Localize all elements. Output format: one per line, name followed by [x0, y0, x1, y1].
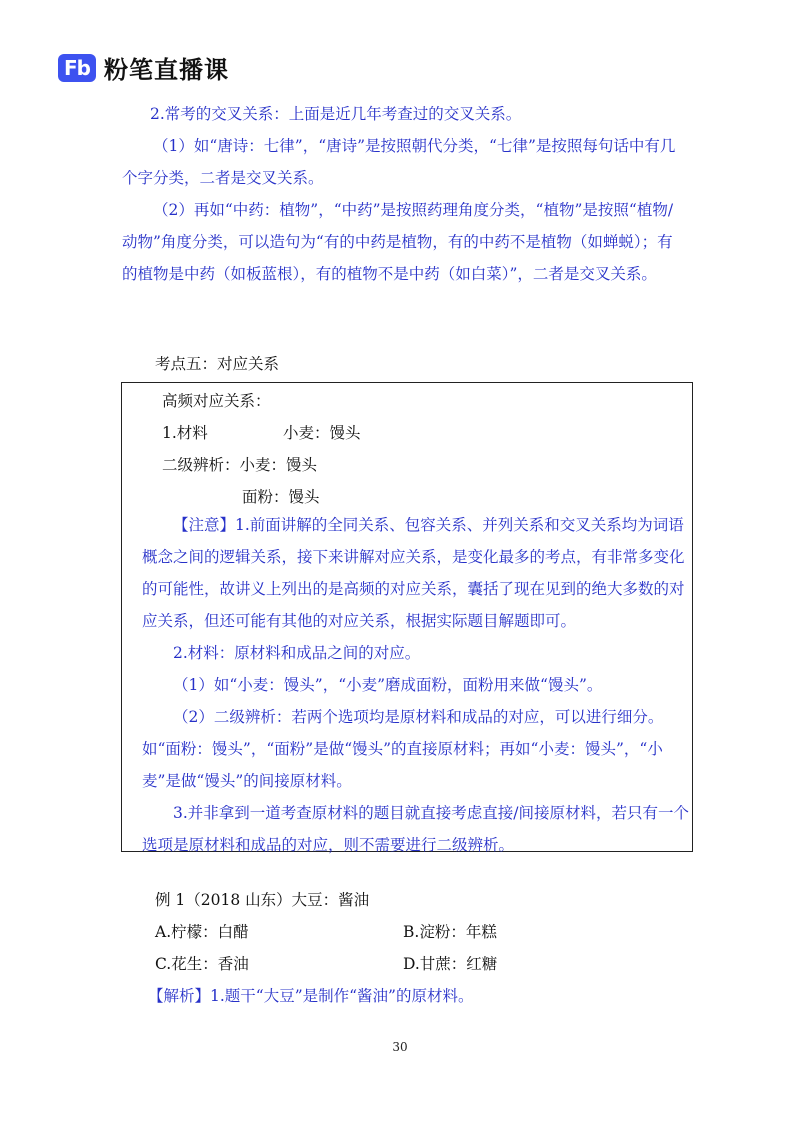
analysis-text: 【解析】1.题干“大豆”是制作“酱油”的原材料。 — [148, 987, 474, 1005]
question-stem: 例 1（2018 山东）大豆：酱油 — [155, 891, 370, 909]
item1-label: 1.材料 — [162, 424, 208, 442]
box-paragraph-4: （2）二级辨析：若两个选项均是原材料和成品的对应，可以进行细分。如“面粉：馒头”，“面粉”是做“馒头”的直接原材料；再如“小麦：馒头”，“小麦”是做“馒头”的间接原材料。 — [142, 708, 664, 790]
box-paragraph-3: （1）如“小麦：馒头”，“小麦”磨成面粉，面粉用来做“馒头”。 — [173, 676, 603, 694]
intro-paragraph-1: 2.常考的交叉关系：上面是近几年考查过的交叉关系。 — [150, 105, 522, 123]
key-point-box — [121, 382, 693, 852]
page-number: 30 — [392, 1040, 408, 1054]
box-title: 高频对应关系： — [162, 392, 271, 410]
option-c: C.花生：香油 — [155, 955, 249, 973]
box-paragraph-5: 3.并非拿到一道考查原材料的题目就直接考虑直接/间接原材料，若只有一个选项是原材料和成品的对应，则不需要进行二级辨析。 — [142, 804, 690, 854]
section-heading: 考点五：对应关系 — [155, 355, 280, 373]
level2-label: 二级辨析：小麦：馒头 — [162, 456, 318, 474]
level2-value: 面粉：馒头 — [242, 488, 320, 506]
intro-paragraph-3: （2）再如“中药：植物”，“中药”是按照药理角度分类，“植物”是按照“植物/动物”角度分类，可以造句为“有的中药是植物，有的中药不是植物（如蝉蜕）；有的植物是中药（如板蓝根），有的植物不是中药（如白菜）”，二者是交叉关系。 — [122, 201, 674, 283]
note-paragraph: 【注意】1.前面讲解的全同关系、包容关系、并列关系和交叉关系均为词语概念之间的逻辑关系，接下来讲解对应关系，是变化最多的考点，有非常多变化的可能性，故讲义上列出的是高频的对应关系，囊括了现在见到的绝大多数的对应关系，但还可能有其他的对应关系，根据实际题目解题即可。 — [142, 516, 685, 630]
brand-name: 粉笔直播课 — [104, 56, 229, 84]
item1-value: 小麦：馒头 — [283, 424, 361, 442]
option-d: D.甘蔗：红糖 — [403, 955, 498, 973]
brand-mark-icon: Fb — [58, 54, 96, 82]
option-b: B.淀粉：年糕 — [403, 923, 497, 941]
box-paragraph-2: 2.材料：原材料和成品之间的对应。 — [173, 644, 421, 662]
brand-logo — [58, 50, 229, 85]
intro-paragraph-2: （1）如“唐诗：七律”，“唐诗”是按照朝代分类，“七律”是按照每句话中有几个字分类，二者是交叉关系。 — [122, 137, 676, 187]
option-a: A.柠檬：白醋 — [155, 923, 249, 941]
